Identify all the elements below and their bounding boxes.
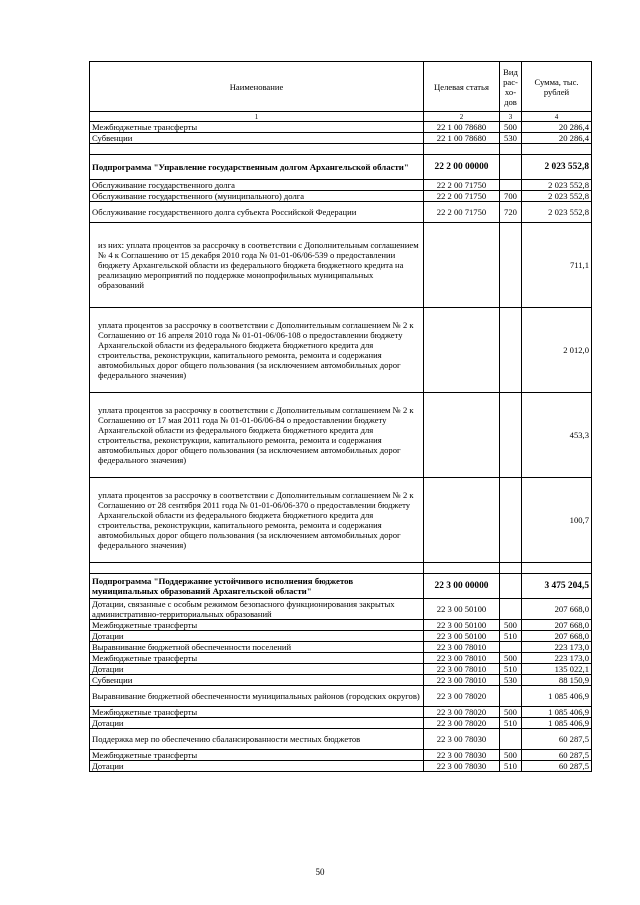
header-sum: Сумма, тыс. рублей: [522, 62, 592, 112]
row-type: [500, 223, 522, 308]
table-row: [90, 664, 592, 675]
column-number: 4: [522, 112, 592, 122]
row-name: Выравнивание бюджетной обеспеченности муниципальных районов (городских округов): [90, 686, 424, 707]
row-sum: 20 286,4: [522, 133, 592, 144]
table-header-row: [90, 62, 592, 112]
row-code: 22 3 00 78010: [424, 653, 500, 664]
row-code: [424, 223, 500, 308]
row-sum: 20 286,4: [522, 122, 592, 133]
row-code: 22 2 00 00000: [424, 155, 500, 180]
row-code: [424, 393, 500, 478]
table-row: [90, 223, 592, 308]
row-type: 720: [500, 202, 522, 223]
row-name: Межбюджетные трансферты: [90, 750, 424, 761]
row-sum: 2 023 552,8: [522, 180, 592, 191]
row-sum: 2 012,0: [522, 308, 592, 393]
page-number: 50: [315, 867, 325, 877]
table-row: [90, 180, 592, 191]
row-code: 22 1 00 78680: [424, 133, 500, 144]
row-name: Выравнивание бюджетной обеспеченности поселений: [90, 642, 424, 653]
row-type: 500: [500, 750, 522, 761]
row-sum: 453,3: [522, 393, 592, 478]
row-code: 22 3 00 50100: [424, 631, 500, 642]
row-code: [424, 478, 500, 563]
header-expense-type: Вид рас-хо-дов: [500, 62, 522, 112]
program-row: [90, 155, 592, 180]
row-name: уплата процентов за рассрочку в соответствии с Дополнительным соглашением № 2 к Соглашению от 17 мая 2011 года № 01-01-06/06-84 о предоставлении бюджету Архангельской области из федерального бюджета бюджетного кредита для строительства, реконструкции, капитального ремонта, ремонта и содержания автомобильных дорог общего пользования (за исключением автомобильных дорог федерального значения): [90, 393, 424, 478]
row-code: [424, 308, 500, 393]
table-row: [90, 707, 592, 718]
row-sum: 1 085 406,9: [522, 686, 592, 707]
row-sum: 88 150,9: [522, 675, 592, 686]
row-sum: 223 173,0: [522, 653, 592, 664]
row-name: Обслуживание государственного долга: [90, 180, 424, 191]
table-row: [90, 686, 592, 707]
row-sum: 1 085 406,9: [522, 707, 592, 718]
row-code: 22 2 00 71750: [424, 180, 500, 191]
row-code: 22 3 00 78020: [424, 686, 500, 707]
row-sum: 2 023 552,8: [522, 155, 592, 180]
row-type: 500: [500, 620, 522, 631]
row-type: 530: [500, 675, 522, 686]
row-sum: 2 023 552,8: [522, 191, 592, 202]
row-code: 22 3 00 50100: [424, 620, 500, 631]
table-row: [90, 122, 592, 133]
row-sum: 60 287,5: [522, 729, 592, 750]
row-sum: 1 085 406,9: [522, 718, 592, 729]
table-row: [90, 133, 592, 144]
row-name: Дотации: [90, 718, 424, 729]
row-type: [500, 180, 522, 191]
row-code: 22 2 00 71750: [424, 202, 500, 223]
row-type: 500: [500, 122, 522, 133]
row-sum: 207 668,0: [522, 631, 592, 642]
row-name: Обслуживание государственного (муниципального) долга: [90, 191, 424, 202]
row-sum: 207 668,0: [522, 620, 592, 631]
row-code: 22 3 00 78010: [424, 664, 500, 675]
row-type: [500, 599, 522, 620]
table-row: [90, 718, 592, 729]
spacer-row: [90, 563, 592, 574]
row-sum: 3 475 204,5: [522, 574, 592, 599]
row-name: Межбюджетные трансферты: [90, 653, 424, 664]
row-type: [500, 642, 522, 653]
header-name: Наименование: [90, 62, 424, 112]
row-type: 500: [500, 653, 522, 664]
row-sum: 2 023 552,8: [522, 202, 592, 223]
row-type: [500, 308, 522, 393]
row-type: [500, 393, 522, 478]
row-name: Межбюджетные трансферты: [90, 707, 424, 718]
row-code: 22 3 00 78020: [424, 718, 500, 729]
row-type: 700: [500, 191, 522, 202]
row-code: 22 3 00 78010: [424, 675, 500, 686]
row-type: [500, 155, 522, 180]
row-type: [500, 478, 522, 563]
row-name: Поддержка мер по обеспечению сбалансированности местных бюджетов: [90, 729, 424, 750]
row-type: 510: [500, 761, 522, 772]
row-name: Субвенции: [90, 675, 424, 686]
row-name: из них: уплата процентов за рассрочку в соответствии с Дополнительным соглашением № 4 к Соглашению от 15 декабря 2010 года № 01-01-06/06-539 о предоставлении бюджету Архангельской области из федерального бюджета бюджетного кредита на реализацию мероприятий по поддержке монопрофильных муниципальных образований: [90, 223, 424, 308]
row-code: 22 3 00 78020: [424, 707, 500, 718]
row-type: 510: [500, 664, 522, 675]
row-type: [500, 574, 522, 599]
row-sum: 207 668,0: [522, 599, 592, 620]
row-code: 22 3 00 00000: [424, 574, 500, 599]
table-row: [90, 653, 592, 664]
program-row: [90, 574, 592, 599]
row-name: уплата процентов за рассрочку в соответствии с Дополнительным соглашением № 2 к Соглашению от 16 апреля 2010 года № 01-01-06/06-108 о предоставлении бюджету Архангельской области из федерального бюджета бюджетного кредита для строительства, реконструкции, капитального ремонта, ремонта и содержания автомобильных дорог общего пользования (за исключением автомобильных дорог федерального значения): [90, 308, 424, 393]
table-row: [90, 750, 592, 761]
table-row: [90, 631, 592, 642]
table-row: [90, 620, 592, 631]
row-sum: 60 287,5: [522, 761, 592, 772]
row-code: 22 3 00 78030: [424, 761, 500, 772]
row-code: 22 3 00 78030: [424, 750, 500, 761]
table-row: [90, 642, 592, 653]
row-name: Подпрограмма "Поддержание устойчивого исполнения бюджетов муниципальных образований Архангельской области": [90, 574, 424, 599]
column-number: 2: [424, 112, 500, 122]
table-row: [90, 599, 592, 620]
row-name: уплата процентов за рассрочку в соответствии с Дополнительным соглашением № 2 к Соглашению от 28 сентября 2011 года № 01-01-06/06-370 о предоставлении бюджету Архангельской области из федерального бюджета бюджетного кредита для строительства, реконструкции, капитального ремонта, ремонта и содержания автомобильных дорог общего пользования (за исключением автомобильных дорог федерального значения): [90, 478, 424, 563]
row-name: Субвенции: [90, 133, 424, 144]
row-type: [500, 686, 522, 707]
row-name: Дотации, связанные с особым режимом безопасного функционирования закрытых административно-территориальных образований: [90, 599, 424, 620]
column-number: 1: [90, 112, 424, 122]
row-type: [500, 729, 522, 750]
row-sum: 100,7: [522, 478, 592, 563]
row-sum: 223 173,0: [522, 642, 592, 653]
table-row: [90, 761, 592, 772]
row-sum: 711,1: [522, 223, 592, 308]
table-row: [90, 202, 592, 223]
table-row: [90, 308, 592, 393]
row-sum: 60 287,5: [522, 750, 592, 761]
row-code: 22 1 00 78680: [424, 122, 500, 133]
row-code: 22 3 00 78030: [424, 729, 500, 750]
row-name: Дотации: [90, 761, 424, 772]
row-code: 22 3 00 50100: [424, 599, 500, 620]
table-row: [90, 675, 592, 686]
budget-table: [89, 61, 592, 772]
row-name: Межбюджетные трансферты: [90, 620, 424, 631]
column-number: 3: [500, 112, 522, 122]
table-row: [90, 191, 592, 202]
column-number-row: [90, 112, 592, 122]
row-name: Дотации: [90, 631, 424, 642]
spacer-row: [90, 144, 592, 155]
row-code: 22 3 00 78010: [424, 642, 500, 653]
row-type: 510: [500, 631, 522, 642]
table-row: [90, 478, 592, 563]
header-target-article: Целевая статья: [424, 62, 500, 112]
row-name: Дотации: [90, 664, 424, 675]
row-name: Межбюджетные трансферты: [90, 122, 424, 133]
row-type: 500: [500, 707, 522, 718]
row-code: 22 2 00 71750: [424, 191, 500, 202]
row-sum: 135 022,1: [522, 664, 592, 675]
table-row: [90, 729, 592, 750]
row-name: Обслуживание государственного долга субъекта Российской Федерации: [90, 202, 424, 223]
table-row: [90, 393, 592, 478]
row-type: 530: [500, 133, 522, 144]
row-name: Подпрограмма "Управление государственным долгом Архангельской области": [90, 155, 424, 180]
row-type: 510: [500, 718, 522, 729]
